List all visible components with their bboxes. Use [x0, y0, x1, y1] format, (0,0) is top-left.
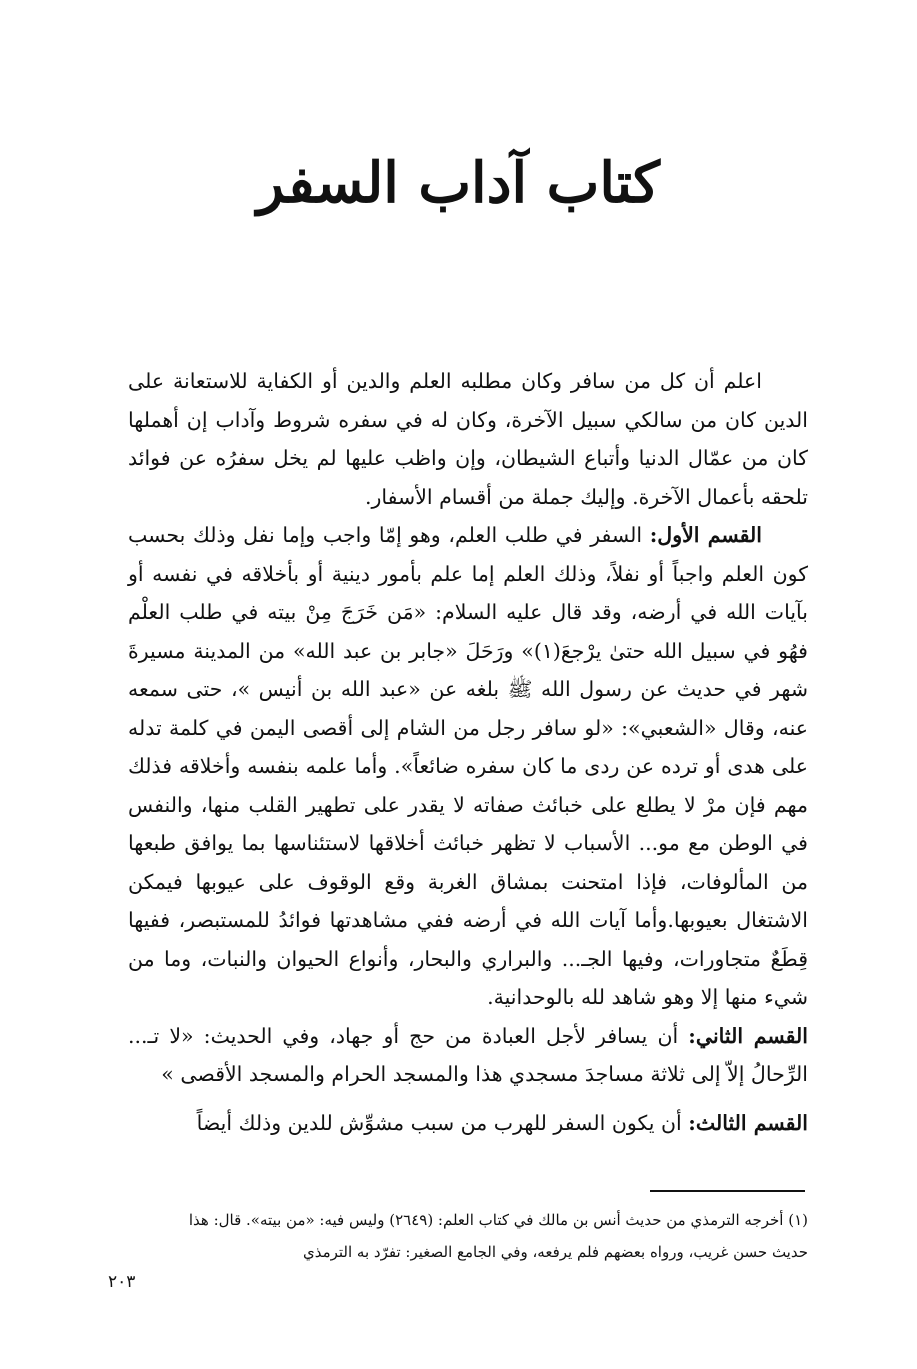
footnote-line: حديث حسن غريب، ورواه بعضهم فلم يرفعه، وفي الجامع الصغير: تفرّد به الترمذي — [302, 1243, 808, 1261]
intro-paragraph: اعلم أن كل من سافر وكان مطلبه العلم والدين أو الكفاية للاستعانة على الدين كان من سالكي سبيل الآخرة، وكان له في سفره شروط وآداب إن أهملها كان من عمّال الدنيا وأتباع الشيطان، وإن واظب عليها لم يخل سفرُه عن فوائد تلحقه بأعمال الآخرة. وإليك جملة من أقسام الأسفار. — [128, 369, 808, 509]
section-three-paragraph — [128, 1104, 808, 1143]
page-number: ٢٠٣ — [108, 1272, 136, 1292]
section-one-text: السفر في طلب العلم، وهو إمّا واجب وإما نفل وذلك بحسب كون العلم واجباً أو نفلاً، وذلك العلم إما علم بأمور دينية أو بأخلاقه في نفسه أو بآيات الله في أرضه، وقد قال عليه السلام: «مَن خَرَجَ مِنْ بيته في طلب العلْم فهُو في سبيل الله حتىٰ يرْجعَ(١)» ورَحَلَ «جابر بن عبد الله» من المدينة مسيرةَ شهر في حديث عن رسول الله ﷺ بلغه عن «عبد الله بن أنيس »، حتى سمعه عنه، وقال «الشعبي»: «لو سافر رجل من الشام إلى أقصى اليمن في كلمة تدله على هدى أو ترده عن ردى ما كان سفره ضائعاً». وأما علمه بنفسه وأخلاقه فذلك مهم فإن مرْ لا يطلع على خبائث صفاته لا يقدر على تطهير القلب منها، والنفس في الوطن مع مو... الأسباب لا تظهر خبائث أخلاقها لاستئناسها بما يوافق طبعها من المألوفات، فإذا امتحنت بمشاق الغربة وقع الوقوف على عيوبها فيمكن الاشتغال بعيوبها.وأما آيات الله في أرضه ففي مشاهدتها فوائدُ للمستبصر، ففيها قِطَعٌ متجاورات، وفيها الجـ... والبراري والبحار، وأنواع الحيوان والنبات، وما من شيء منها إلا وهو شاهد لله بالوحدانية. — [128, 523, 808, 1009]
section-one-heading: القسم الأول: — [649, 523, 762, 547]
body-text — [128, 362, 808, 1142]
section-one-paragraph — [128, 516, 808, 1017]
section-two-paragraph — [128, 1017, 808, 1094]
footnote-line: (١) أخرجه الترمذي من حديث أنس بن مالك في كتاب العلم: (٢٦٤٩) وليس فيه: «من بيته». قال: هذا — [188, 1211, 808, 1229]
footnotes — [132, 1204, 808, 1268]
section-two-heading: القسم الثاني: — [688, 1023, 808, 1048]
chapter-title: كتاب آداب السفر — [257, 150, 660, 216]
section-three-text: أن يكون السفر للهرب من سبب مشوِّش للدين وذلك أيضاً — [196, 1110, 682, 1135]
footnote-divider — [650, 1190, 805, 1192]
section-three-heading: القسم الثالث: — [688, 1110, 808, 1135]
section-two-text: أن يسافر لأجل العبادة من حج أو جهاد، وفي الحديث: «لا تـ... الرِّحالُ إلاّ إلى ثلاثة مساجدَ مسجدي هذا والمسجد الحرام والمسجد الأقصى » — [128, 1023, 808, 1086]
